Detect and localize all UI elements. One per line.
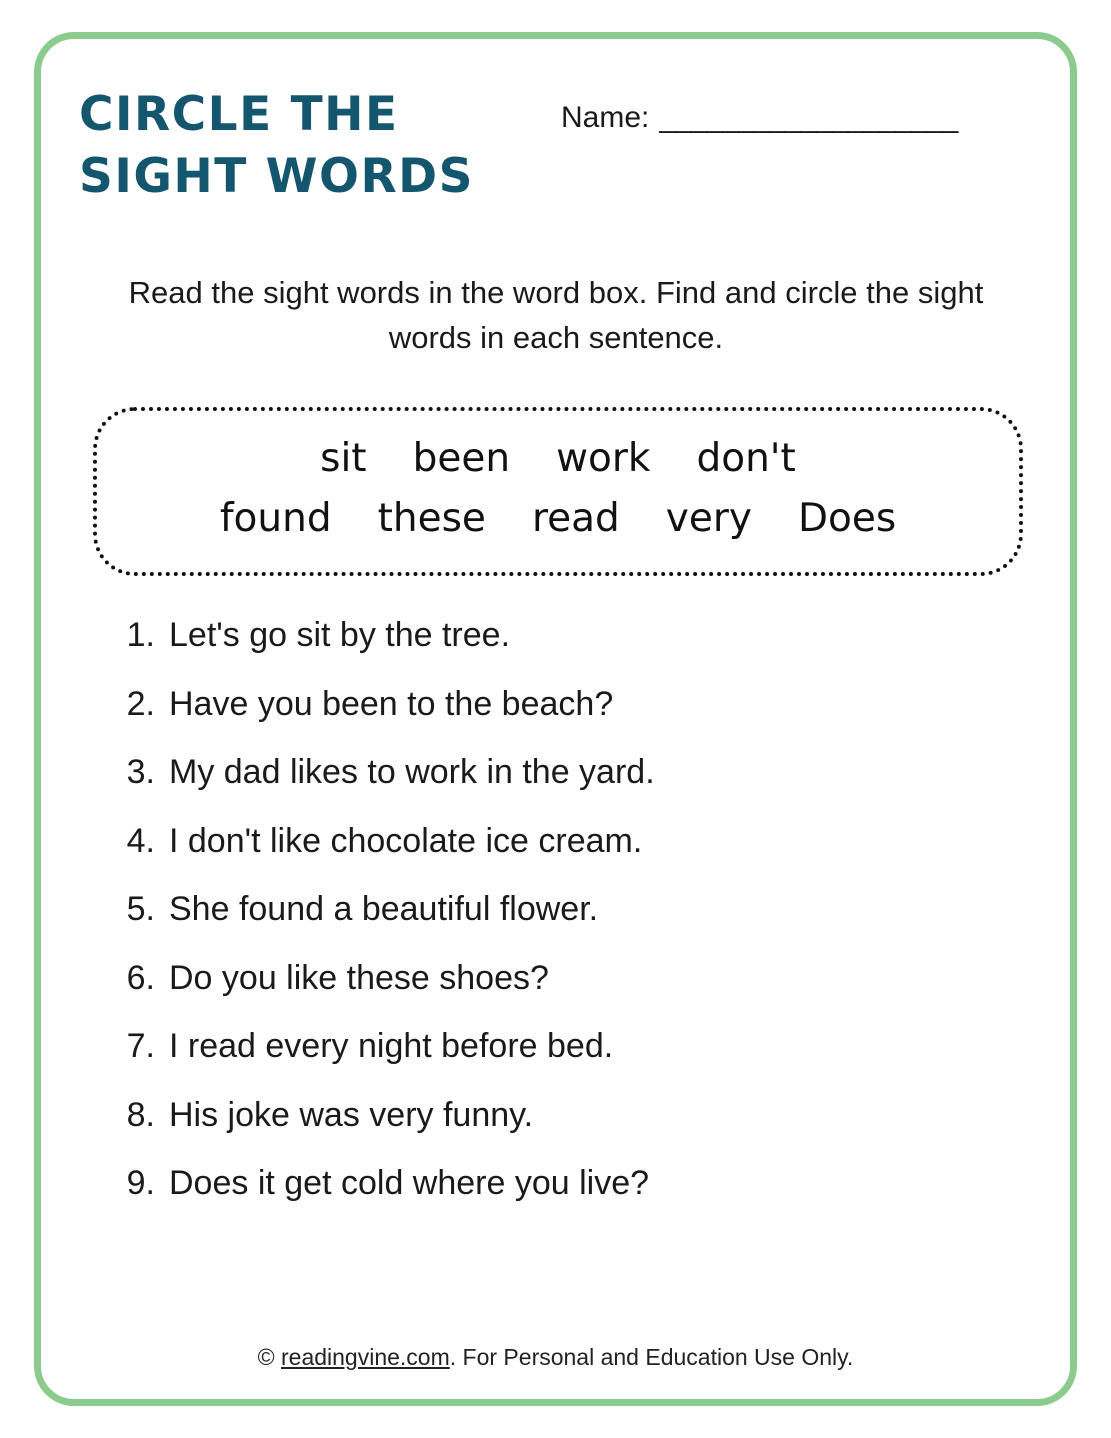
sentence-list xyxy=(113,614,1013,1231)
list-item[interactable] xyxy=(113,614,1013,657)
footer-rest-text: . For Personal and Education Use Only. xyxy=(449,1344,854,1370)
list-item[interactable] xyxy=(113,683,1013,726)
list-item-number: 2. xyxy=(126,684,155,723)
word-box-item[interactable]: work xyxy=(556,436,651,481)
list-item[interactable] xyxy=(113,888,1013,931)
footer-credit xyxy=(41,1344,1070,1371)
word-box-item[interactable]: don't xyxy=(696,436,796,481)
list-item-text: Have you been to the beach? xyxy=(169,684,614,723)
list-item-text: His joke was very funny. xyxy=(169,1095,534,1134)
word-box-item[interactable]: found xyxy=(219,496,332,542)
list-item-text: I read every night before bed. xyxy=(169,1027,614,1065)
list-item-number: 3. xyxy=(126,753,155,791)
list-item-number: 6. xyxy=(126,958,155,997)
name-label: Name: xyxy=(561,101,650,134)
list-item[interactable] xyxy=(113,1094,1013,1137)
list-item[interactable] xyxy=(113,751,1013,794)
list-item-number: 4. xyxy=(126,821,155,860)
word-box xyxy=(93,407,1023,576)
readingvine-link[interactable]: readingvine.com xyxy=(281,1344,450,1370)
word-box-item[interactable]: read xyxy=(531,496,620,542)
list-item-number: 5. xyxy=(126,890,155,928)
list-item[interactable] xyxy=(113,957,1013,1000)
word-box-item[interactable]: very xyxy=(665,496,752,542)
list-item-number: 1. xyxy=(126,616,155,654)
page-title: CIRCLE THE SIGHT WORDS xyxy=(79,87,475,205)
list-item-number: 9. xyxy=(126,1164,155,1202)
word-box-row-2 xyxy=(117,489,999,549)
list-item-text: Does it get cold where you live? xyxy=(169,1164,650,1202)
list-item-text: I don't like chocolate ice cream. xyxy=(169,821,643,860)
copyright-symbol: © xyxy=(257,1344,275,1370)
list-item[interactable] xyxy=(113,820,1013,863)
word-box-row-1 xyxy=(117,429,999,489)
word-box-item[interactable]: sit xyxy=(320,436,367,481)
name-blank-line[interactable]: ___________________ xyxy=(659,101,958,134)
name-field-row xyxy=(561,101,957,135)
list-item[interactable] xyxy=(113,1025,1013,1068)
list-item-number: 8. xyxy=(126,1095,155,1134)
list-item-text: My dad likes to work in the yard. xyxy=(169,753,655,791)
list-item[interactable] xyxy=(113,1162,1013,1205)
list-item-text: She found a beautiful flower. xyxy=(169,890,599,928)
list-item-text: Let's go sit by the tree. xyxy=(169,616,511,654)
word-box-item[interactable]: been xyxy=(412,436,511,481)
instructions-text: Read the sight words in the word box. Find and circle the sight words in each sentence. xyxy=(128,275,984,355)
list-item-number: 7. xyxy=(126,1027,155,1065)
worksheet-header xyxy=(41,39,1070,229)
worksheet-frame xyxy=(34,32,1077,1406)
word-box-item[interactable]: Does xyxy=(797,496,897,542)
list-item-text: Do you like these shoes? xyxy=(169,958,549,997)
word-box-item[interactable]: these xyxy=(377,496,486,542)
